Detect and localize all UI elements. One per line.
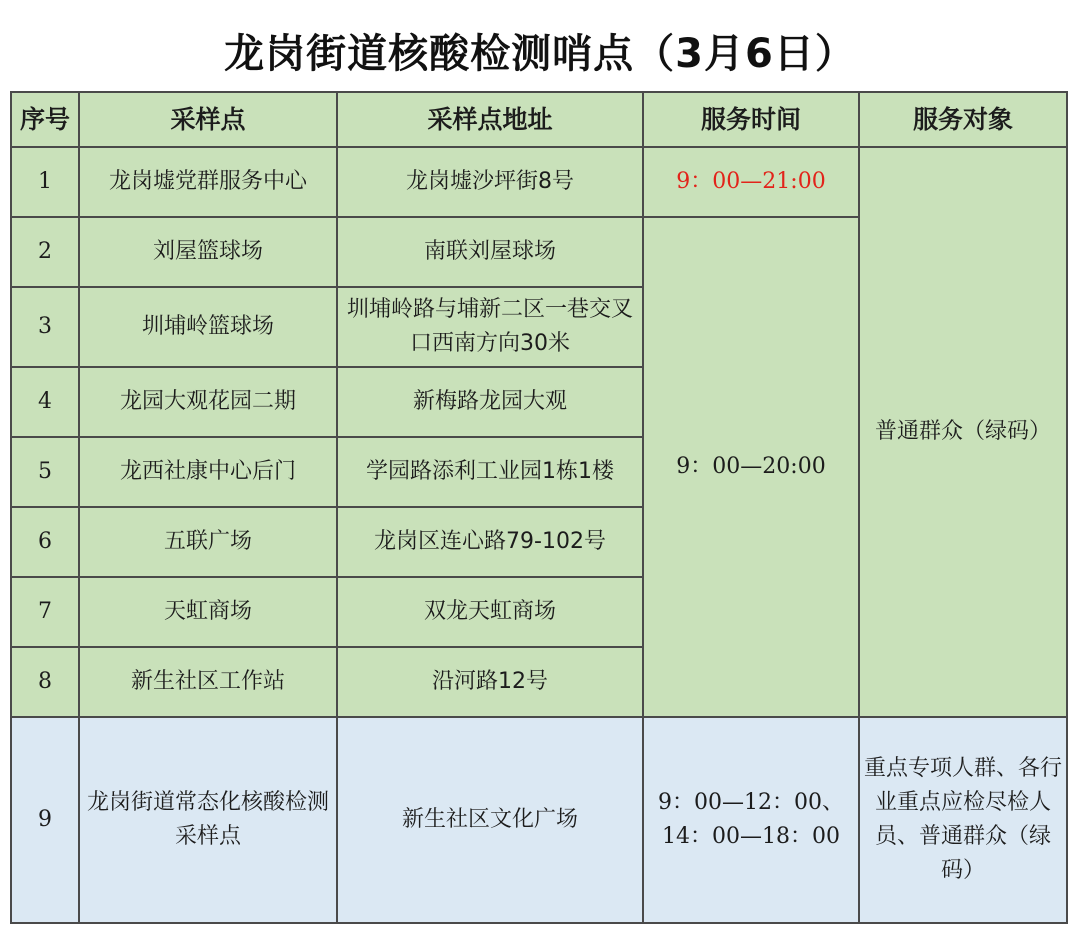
row-number: 1 xyxy=(11,147,79,217)
service-time: 9：00—12：00、14：00—18：00 xyxy=(643,717,859,923)
site-address: 龙岗墟沙坪街8号 xyxy=(337,147,643,217)
header-no: 序号 xyxy=(11,92,79,147)
service-time: 9：00—20:00 xyxy=(643,217,859,717)
site-name: 龙园大观花园二期 xyxy=(79,367,337,437)
table-row xyxy=(11,147,1067,217)
site-name: 天虹商场 xyxy=(79,577,337,647)
site-address: 双龙天虹商场 xyxy=(337,577,643,647)
site-name: 龙西社康中心后门 xyxy=(79,437,337,507)
site-address: 南联刘屋球场 xyxy=(337,217,643,287)
row-number: 8 xyxy=(11,647,79,717)
row-number: 7 xyxy=(11,577,79,647)
site-name: 龙岗墟党群服务中心 xyxy=(79,147,337,217)
site-address: 新梅路龙园大观 xyxy=(337,367,643,437)
site-name: 刘屋篮球场 xyxy=(79,217,337,287)
site-name: 圳埔岭篮球场 xyxy=(79,287,337,367)
service-target: 重点专项人群、各行业重点应检尽检人员、普通群众（绿码） xyxy=(859,717,1067,923)
row-number: 4 xyxy=(11,367,79,437)
service-target: 普通群众（绿码） xyxy=(859,147,1067,717)
site-address: 圳埔岭路与埔新二区一巷交叉口西南方向30米 xyxy=(337,287,643,367)
header-target: 服务对象 xyxy=(859,92,1067,147)
row-number: 2 xyxy=(11,217,79,287)
row-number: 6 xyxy=(11,507,79,577)
header-time: 服务时间 xyxy=(643,92,859,147)
header-address: 采样点地址 xyxy=(337,92,643,147)
site-address: 新生社区文化广场 xyxy=(337,717,643,923)
site-name: 新生社区工作站 xyxy=(79,647,337,717)
site-address: 龙岗区连心路79-102号 xyxy=(337,507,643,577)
site-address: 学园路添利工业园1栋1楼 xyxy=(337,437,643,507)
schedule-table xyxy=(10,91,1068,924)
service-time: 9：00—21:00 xyxy=(643,147,859,217)
table-row xyxy=(11,717,1067,923)
site-name: 五联广场 xyxy=(79,507,337,577)
site-name: 龙岗街道常态化核酸检测采样点 xyxy=(79,717,337,923)
row-number: 3 xyxy=(11,287,79,367)
row-number: 9 xyxy=(11,717,79,923)
page-title: 龙岗街道核酸检测哨点（3月6日） xyxy=(224,31,856,77)
header-site: 采样点 xyxy=(79,92,337,147)
site-address: 沿河路12号 xyxy=(337,647,643,717)
header-row xyxy=(11,92,1067,147)
row-number: 5 xyxy=(11,437,79,507)
